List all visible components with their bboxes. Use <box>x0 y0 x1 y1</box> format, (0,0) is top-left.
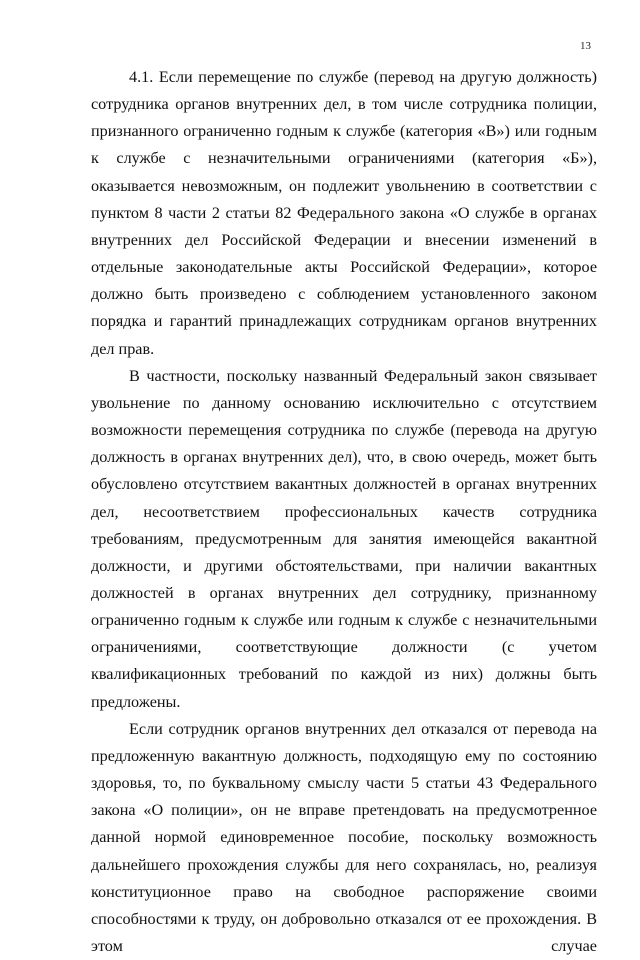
page-number: 13 <box>580 40 591 52</box>
paragraph-4-1: 4.1. Если перемещение по службе (перевод на другую должность) сотрудника органов внутренних дел, в том числе сотрудника полиции, признанного ограниченно годным к службе (категория «В») или годным к службе с незначительными ограничениями (категория «Б»), оказывается невозможным, он подлежит увольнению в соответствии с пунктом 8 части 2 статьи 82 Федерального закона «О службе в органах внутренних дел Российской Федерации и внесении изменений в отдельные законодательные акты Российской Федерации», которое должно быть произведено с соблюдением установленного законом порядка и гарантий принадлежащих сотрудникам органов внутренних дел прав. <box>91 68 597 358</box>
paragraph-if-employee-refused: Если сотрудник органов внутренних дел отказался от перевода на предложенную вакантную должность, подходящую ему по состоянию здоровья, то, по буквальному смыслу части 5 статьи 43 Федерального закона «О полиции», он не вправе претендовать на предусмотренное данной нормой единовременное пособие, поскольку возможность дальнейшего прохождения службы для него сохранялась, но, реализуя конституционное право на свободное распоряжение своими способностями к труду, он добровольно отказался от ее прохождения. В этом случае <box>91 719 597 955</box>
paragraph-in-particular: В частности, поскольку названный Федеральный закон связывает увольнение по данному основанию исключительно с отсутствием возможности перемещения сотрудника по службе (перевода на другую должность в органах внутренних дел), что, в свою очередь, может быть обусловлено отсутствием вакантных должностей в органах внутренних дел, несоответствием профессиональных качеств сотрудника требованиям, предусмотренным для занятия имеющейся вакантной должности, и другими обстоятельствами, при наличии вакантных должностей в органах внутренних дел сотруднику, признанному ограниченно годным к службе или годным к службе с незначительными ограничениями, соответствующие должности (с учетом квалификационных требований по каждой из них) должны быть предложены. <box>91 366 597 711</box>
document-body <box>91 64 597 960</box>
